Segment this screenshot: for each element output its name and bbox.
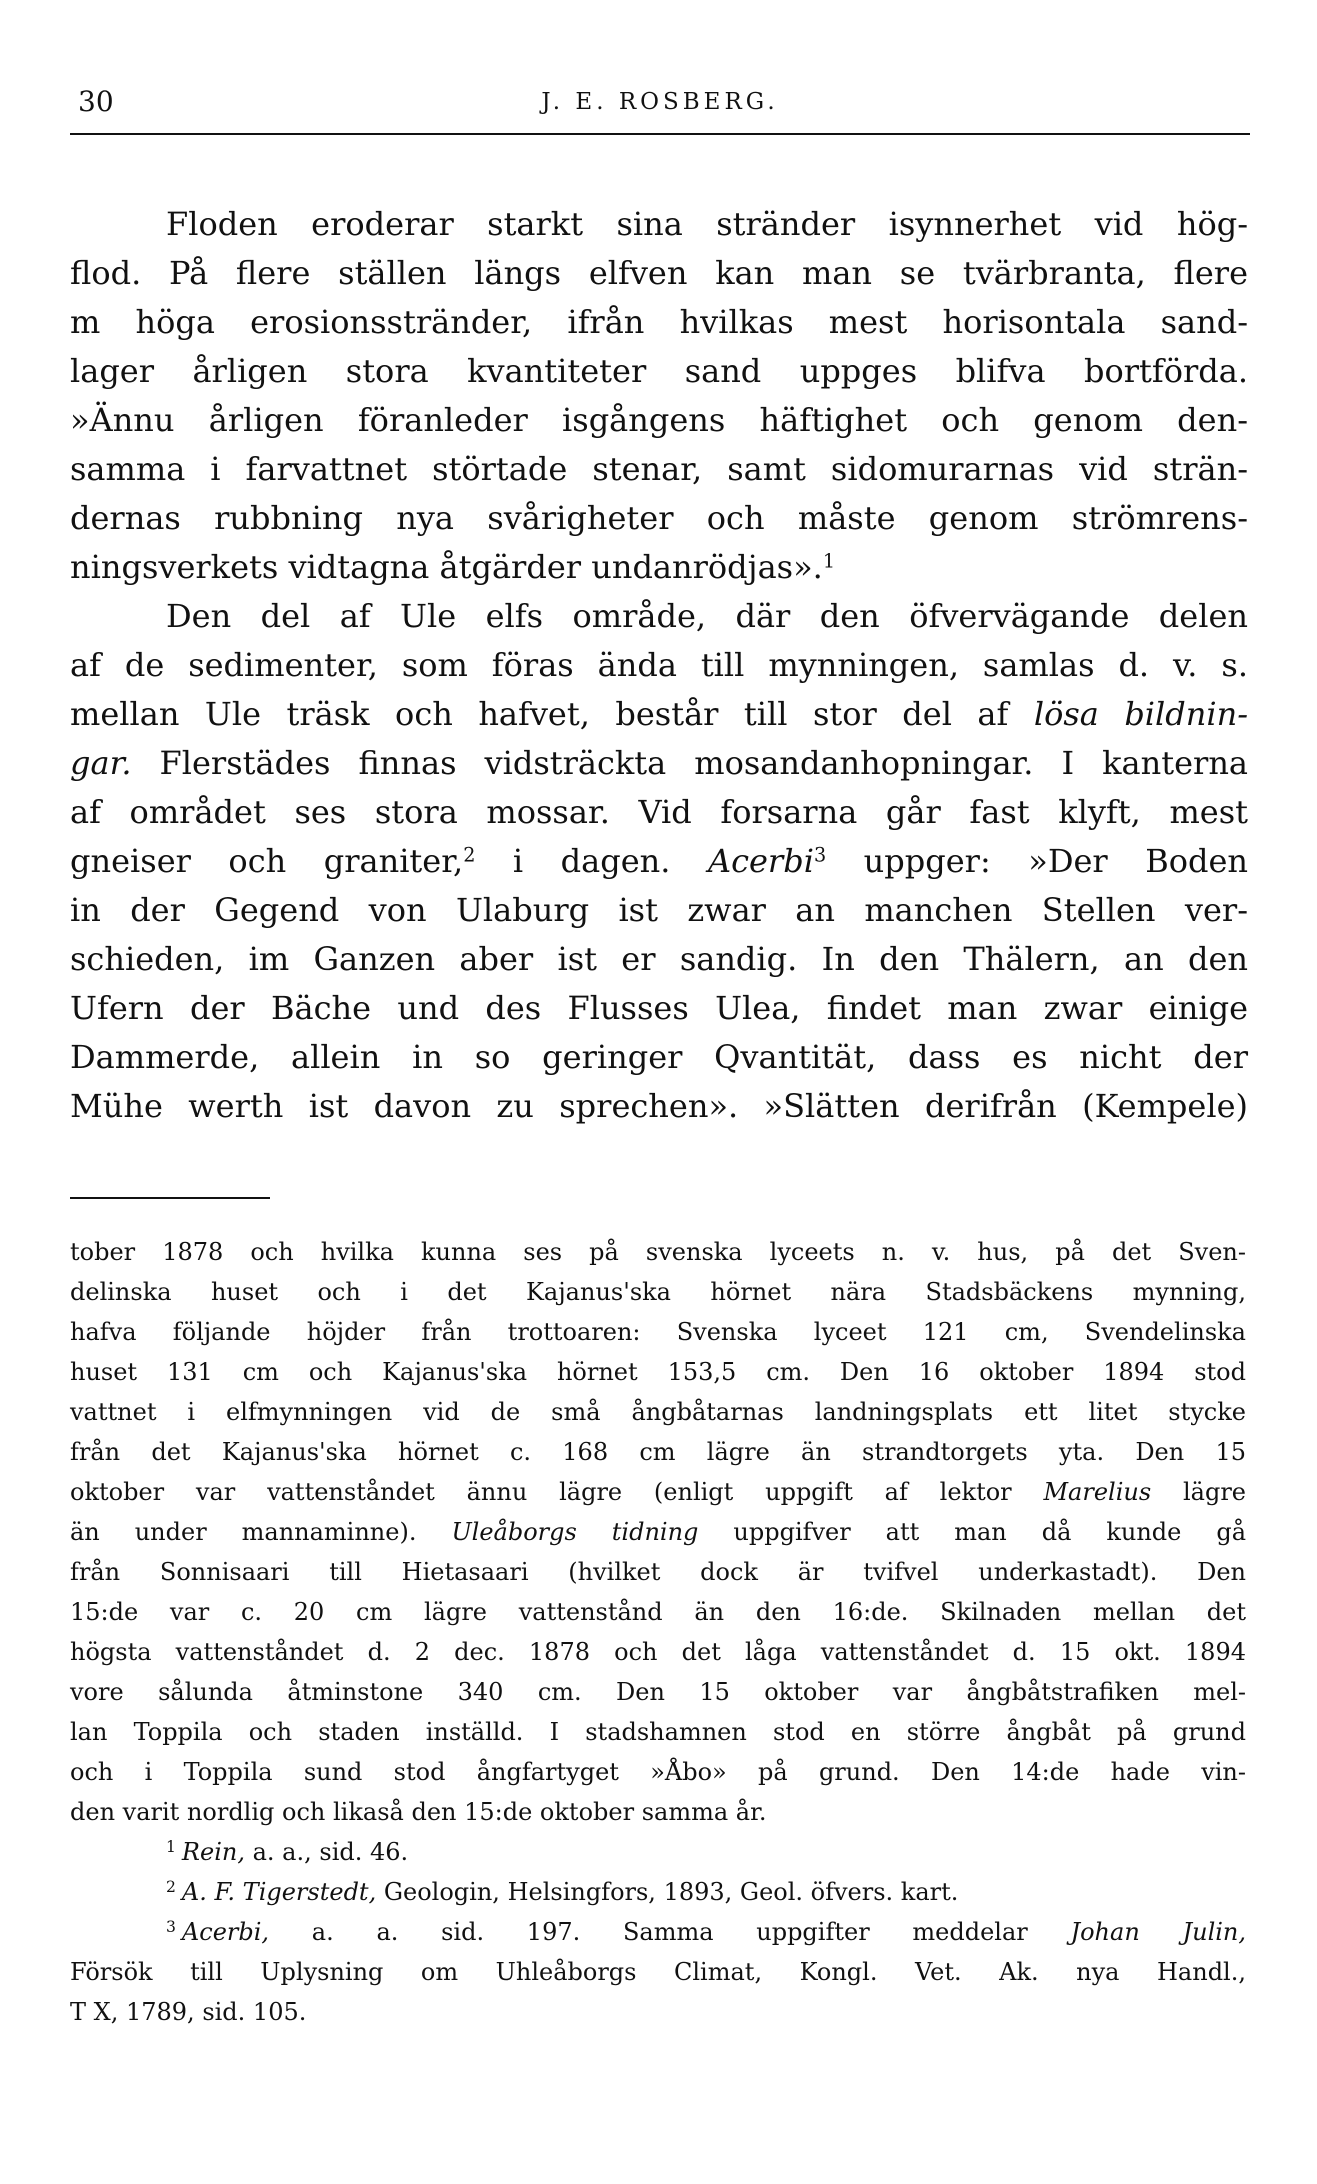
footnote-ref-2: 2 [463, 843, 476, 867]
footnote-line: vore sålunda åtminstone 340 cm. Den 15 oktober var ångbåtstrafiken mel- [70, 1678, 1246, 1706]
footnote-ref-3: 3 [813, 843, 827, 867]
footnote-text: Geologin, Helsingfors, 1893, Geol. öfvers. kart. [383, 1878, 959, 1906]
body-line-text: mellan Ule träsk och hafvet, består till stor del af [70, 695, 1009, 733]
footnote-line: huset 131 cm och Kajanus'ska hörnet 153,5 cm. Den 16 oktober 1894 stod [70, 1358, 1246, 1386]
footnote-line: från det Kajanus'ska hörnet c. 168 cm lägre än strandtorgets yta. Den 15 [70, 1438, 1246, 1466]
footnote-line: tober 1878 och hvilka kunna ses på svenska lyceets n. v. hus, på det Sven- [70, 1238, 1246, 1266]
footnote-line: från Sonnisaari till Hietasaari (hvilket dock är tvifvel underkastadt). Den [70, 1558, 1246, 1586]
footnote-line: 15:de var c. 20 cm lägre vattenstånd än den 16:de. Skilnaden mellan det [70, 1598, 1246, 1626]
body-line: Floden eroderar starkt sina stränder isynnerhet vid hög- [166, 205, 1248, 243]
footnote-line: hafva följande höjder från trottoaren: Svenska lyceet 121 cm, Svendelinska [70, 1318, 1246, 1346]
page-header [70, 85, 1250, 125]
body-line [70, 739, 1248, 788]
author-name: A. F. Tigerstedt, [181, 1878, 377, 1906]
footnote-text: uppgifver att man då kunde gå [733, 1518, 1246, 1546]
body-text [70, 200, 1248, 1131]
footnote-mark: 2 [166, 1878, 176, 1897]
body-line-text: ningsverkets vidtagna åtgärder undanrödjas». [70, 548, 823, 586]
footnote-line [70, 1472, 1246, 1512]
author-name: Johan Julin, [1070, 1918, 1247, 1946]
author-name: Acerbi [707, 842, 814, 880]
body-line [70, 690, 1248, 739]
body-line: schieden, im Ganzen aber ist er sandig. In den Thälern, an den [70, 940, 1248, 978]
italic-term: gar. [70, 744, 132, 782]
footnote-line: Försök till Uplysning om Uhleåborgs Climat, Kongl. Vet. Ak. nya Handl., [70, 1958, 1246, 1986]
body-line: af de sedimenter, som föras ända till mynningen, samlas d. v. s. [70, 646, 1248, 684]
footnote-line: och i Toppila sund stod ångfartyget »Åbo» på grund. Den 14:de hade vin- [70, 1758, 1246, 1786]
body-line: dernas rubbning nya svårigheter och måste genom strömrens- [70, 499, 1248, 537]
footnote-line: den varit nordlig och likaså den 15:de oktober samma år. [70, 1798, 767, 1826]
body-line: Mühe werth ist davon zu sprechen». »Slätten derifrån (Kempele) [70, 1087, 1248, 1125]
newspaper-title: Uleåborgs tidning [451, 1518, 699, 1546]
footnote-line: T X, 1789, sid. 105. [70, 1998, 307, 2026]
body-line: Ufern der Bäche und des Flusses Ulea, findet man zwar einige [70, 989, 1248, 1027]
footnote-line [70, 1512, 1246, 1552]
footnote-line: högsta vattenståndet d. 2 dec. 1878 och det låga vattenståndet d. 15 okt. 1894 [70, 1638, 1246, 1666]
running-head: J. E. ROSBERG. [541, 89, 779, 115]
body-line: samma i farvattnet störtade stenar, samt sidomurarnas vid strän- [70, 450, 1248, 488]
italic-term: lösa bildnin- [1033, 695, 1249, 733]
body-line: »Ännu årligen föranleder isgångens häftighet och genom den- [70, 401, 1248, 439]
footnote-3 [70, 1912, 1246, 1952]
page-number: 30 [78, 85, 114, 118]
footnote-text: a. a., sid. 46. [252, 1838, 409, 1866]
footnote-text: oktober var vattenståndet ännu lägre (enligt uppgift af lektor [70, 1478, 1012, 1506]
body-line: Den del af Ule elfs område, där den öfvervägande delen [166, 597, 1248, 635]
footnote-text: än under mannaminne). [70, 1518, 417, 1546]
body-line-text: i dagen. [512, 842, 671, 880]
footnote-line: lan Toppila och staden inställd. I stadshamnen stod en större ångbåt på grund [70, 1718, 1246, 1746]
author-name: Rein, [181, 1838, 245, 1866]
body-line-text: uppger: »Der Boden [863, 842, 1249, 880]
body-line: Dammerde, allein in so geringer Qvantität, dass es nicht der [70, 1038, 1248, 1076]
footnote-line: vattnet i elfmynningen vid de små ångbåtarnas landningsplats ett litet stycke [70, 1398, 1246, 1426]
body-line [70, 543, 1248, 592]
footnote-mark: 1 [166, 1838, 176, 1857]
footnote-line: delinska huset och i det Kajanus'ska hörnet nära Stadsbäckens mynning, [70, 1278, 1246, 1306]
footnote-rule [70, 1197, 270, 1199]
author-name: Marelius [1043, 1478, 1152, 1506]
body-line: af området ses stora mossar. Vid forsarna går fast klyft, mest [70, 793, 1248, 831]
footnotes [70, 1232, 1246, 2032]
body-line: flod. På flere ställen längs elfven kan man se tvärbranta, flere [70, 254, 1248, 292]
footnote-1 [70, 1832, 1246, 1872]
body-line [70, 837, 1248, 886]
body-line: m höga erosionsstränder, ifrån hvilkas mest horisontala sand- [70, 303, 1248, 341]
footnote-mark: 3 [166, 1918, 176, 1937]
body-line-text: Flerstädes finnas vidsträckta mosandanhopningar. I kanterna [159, 744, 1249, 782]
body-line: in der Gegend von Ulaburg ist zwar an manchen Stellen ver- [70, 891, 1248, 929]
footnote-2 [70, 1872, 1246, 1912]
author-name: Acerbi, [181, 1918, 270, 1946]
footnote-text: lägre [1182, 1478, 1246, 1506]
body-line-text: gneiser och graniter, [70, 842, 464, 880]
body-line: lager årligen stora kvantiteter sand uppges blifva bortförda. [70, 352, 1248, 390]
header-rule [70, 133, 1250, 135]
footnote-ref-1: 1 [822, 549, 836, 573]
footnote-text: a. a. sid. 197. Samma uppgifter meddelar [311, 1918, 1028, 1946]
